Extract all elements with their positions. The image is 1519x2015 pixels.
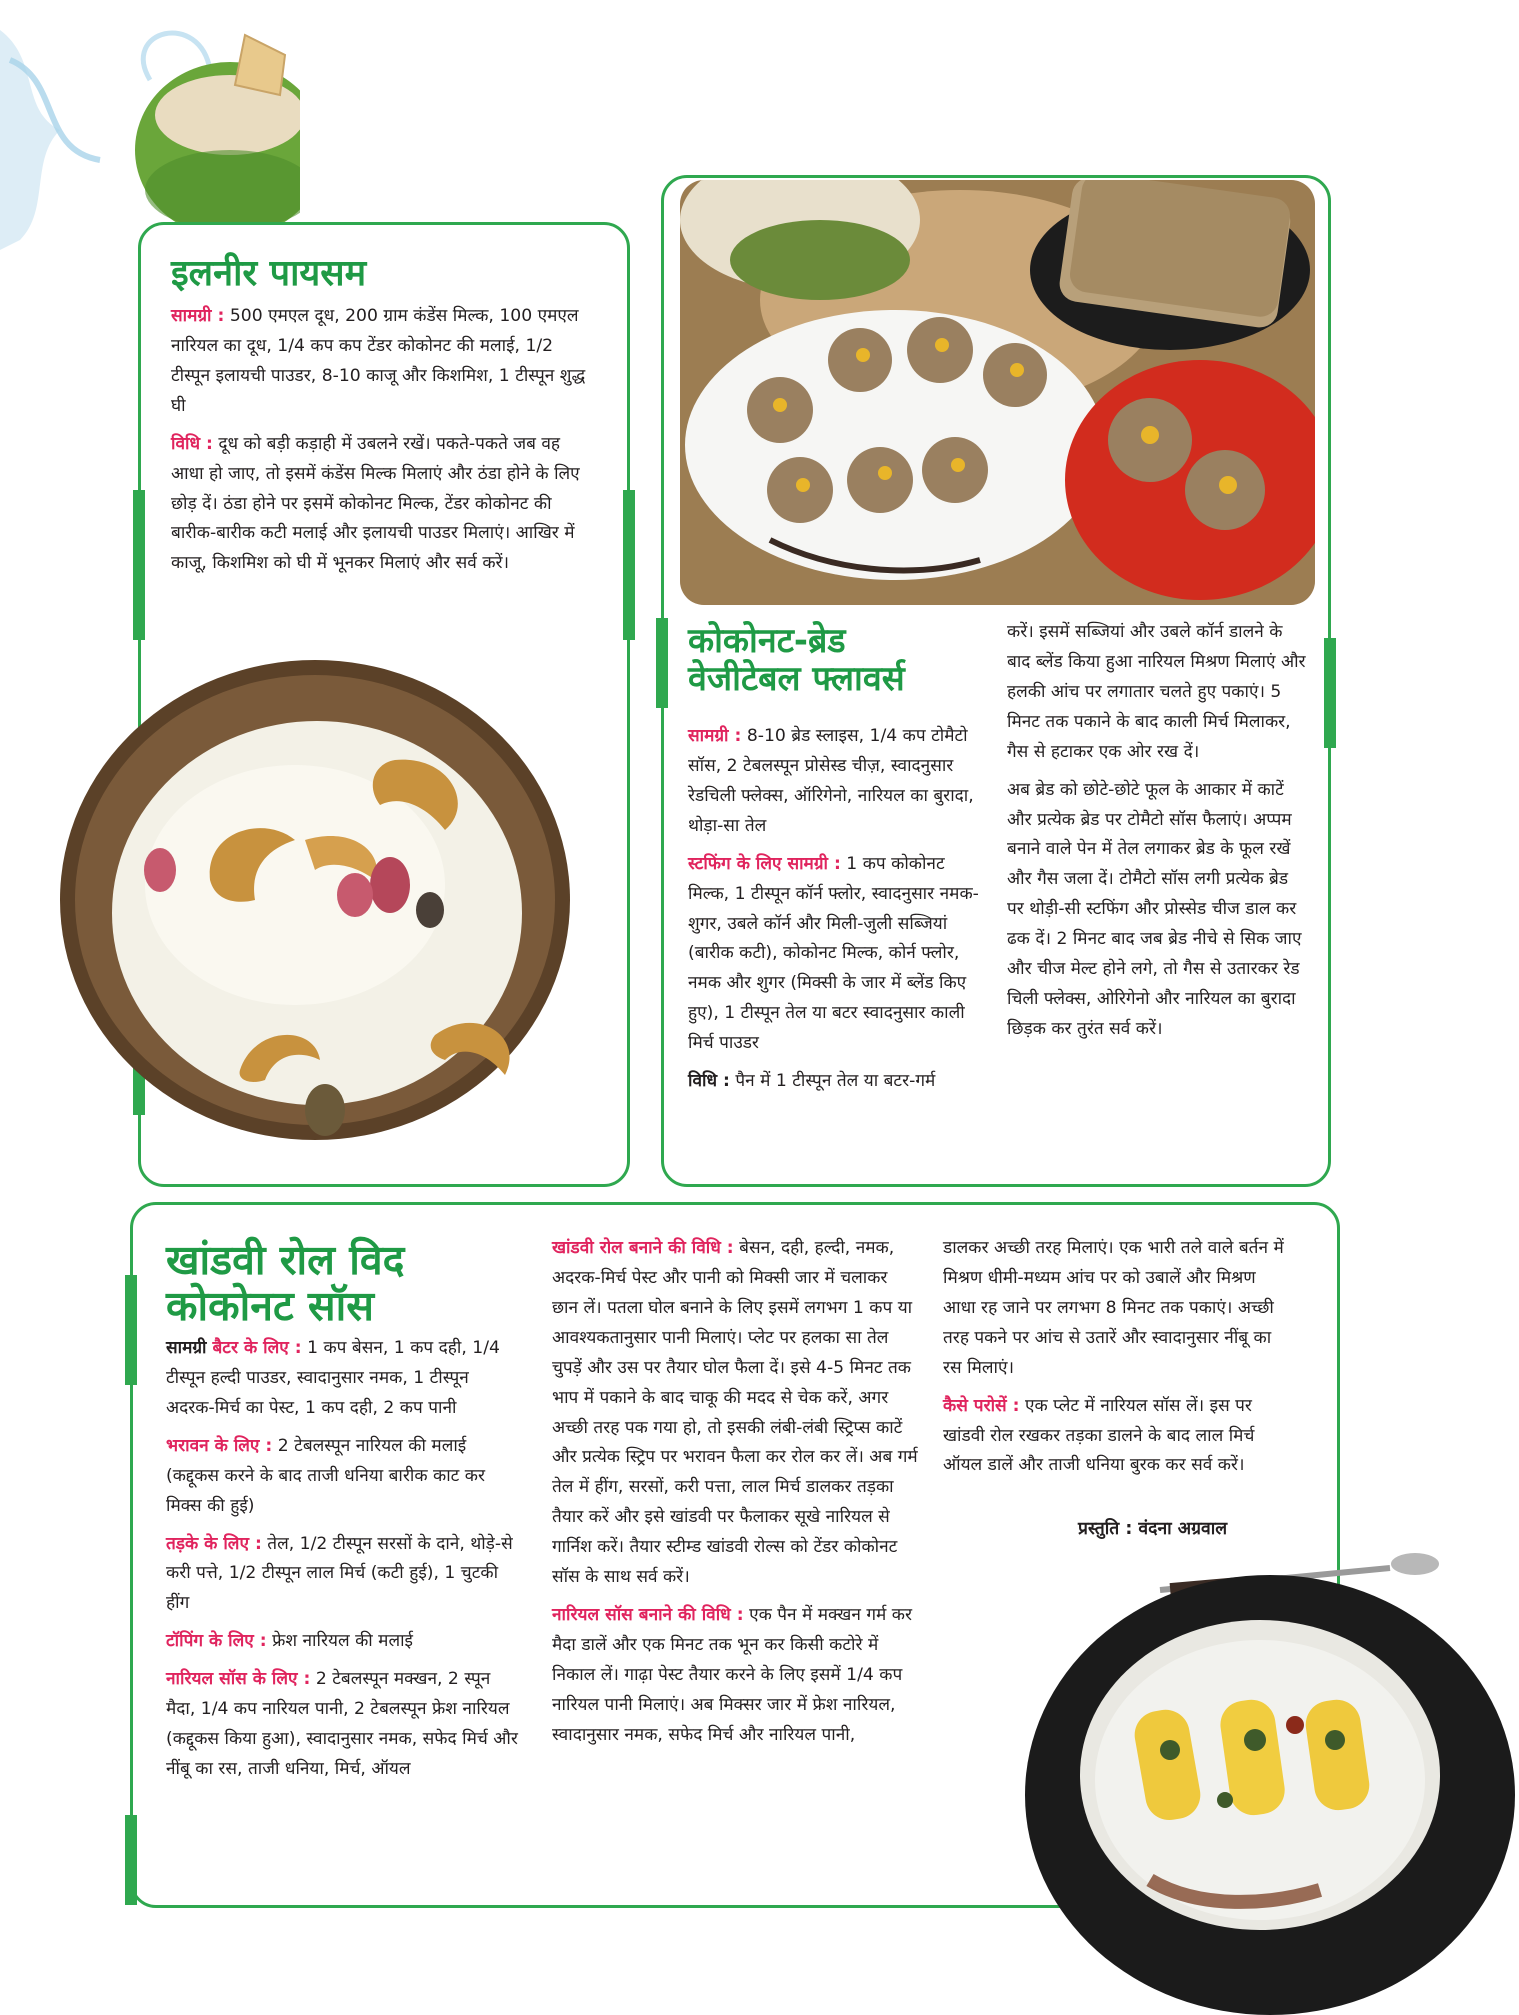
bread-stuffing-label: स्टफिंग के लिए सामग्री : (688, 853, 841, 874)
khandvi-roll-method-label: खांडवी रोल बनाने की विधि : (552, 1238, 734, 1258)
recipe-title-bread-flowers (688, 622, 905, 698)
bread-method-para2: अब ब्रेड को छोटे-छोटे फूल के आकार में काटें और प्रत्येक ब्रेड पर टोमैटो सॉस फैलाएं। अप्पम बनाने वाले पेन में तेल लगाकर ब्रेड के फूल रखें और गैस जला दें। टोमैटो सॉस लगी प्रत्येक ब्रेड पर थोड़ी-सी स्टफिंग और प्रोस्सेड चीज डाल कर ढक दें। 2 मिनट बाद जब ब्रेड नीचे से सिक जाए और चीज मेल्ट होने लगे, तो गैस से उतारकर रेड चिली फ्लेक्स, ओरिगेनो और नारियल का बुरादा छिड़क कर तुरंत सर्व करें। (1007, 779, 1302, 1039)
khandvi-tadka-label: तड़के के लिए : (166, 1533, 262, 1554)
bread-method-cont: करें। इसमें सब्जियां और उबले कॉर्न डालने के बाद ब्लेंड किया हुआ नारियल मिश्रण मिलाएं और हलकी आंच पर लगातार चलते हुए पकाएं। 5 मिनट तक पकाने के बाद काली मिर्च मिलाकर, गैस से हटाकर एक ओर रख दें। (1007, 622, 1306, 762)
khandvi-title-line2: कोकोनट सॉस (166, 1281, 374, 1330)
khandvi-column-2 (552, 1234, 918, 1759)
bread-column-right (1007, 618, 1307, 1053)
khandvi-filling-label: भरावन के लिए : (166, 1435, 273, 1456)
bread-method-label: विधि : (688, 1071, 730, 1092)
khandvi-filling: 2 टेबलस्पून नारियल की मलाई (कद्दूकस करने के बाद ताजी धनिया बारीक काट कर मिक्स की हुई) (166, 1435, 486, 1516)
bread-title-line2: वेजीटेबल फ्लावर्स (688, 659, 905, 700)
khandvi-sauce-label: नारियल सॉस के लिए : (166, 1669, 311, 1690)
payasam-ingredients: 500 एमएल दूध, 200 ग्राम कंडेंस मिल्क, 100 एमएल नारियल का दूध, 1/4 कप कप टेंडर कोकोनट की मलाई, 1/2 टीस्पून इलायची पाउडर, 8-10 काजू और किशमिश, 1 टीस्पून शुद्ध घी (171, 306, 586, 416)
payasam-bowl-photo (55, 655, 575, 1145)
khandvi-sauce-method-cont: डालकर अच्छी तरह मिलाएं। एक भारी तले वाले बर्तन में मिश्रण धीमी-मध्यम आंच पर को उबालें और मिश्रण आधा रह जाने पर लगभग 8 मिनट तक पकाएं। अच्छी तरह पकने पर आंच से उतारें और स्वादानुसार नींबू का रस मिलाएं। (943, 1238, 1284, 1378)
bread-column-left (688, 722, 988, 1105)
payasam-method: दूध को बड़ी कड़ाही में उबलने रखें। पकते-पकते जब वह आधा हो जाए, तो इसमें कंडेंस मिल्क मिलाएं और ठंडा होने के लिए छोड़ दें। ठंडा होने पर इसमें कोकोनट मिल्क, टेंडर कोकोनट की बारीक-बारीक कटी मलाई और इलायची पाउडर मिलाएं। आखिर में काजू, किशमिश को घी में भूनकर मिलाएं और सर्व करें। (171, 433, 580, 574)
bread-flowers-photo (680, 180, 1315, 605)
khandvi-sauce-method: एक पैन में मक्खन गर्म कर मैदा डालें और एक मिनट तक भून कर किसी कटोरे में निकाल लें। गाढ़ा पेस्ट तैयार करने के लिए इसमें 1/4 कप नारियल पानी मिलाएं। अब मिक्सर जार में फ्रेश नारियल, स्वादानुसार नमक, सफेद मिर्च और नारियल पानी, (552, 1605, 912, 1745)
bread-ingredients: 8-10 ब्रेड स्लाइस, 1/4 कप टोमैटो सॉस, 2 टेबलस्पून प्रोसेस्ड चीज़, स्वादनुसार रेडचिली फ्लेक्स, ऑरिगेनो, नारियल का बुरादा, थोड़ा-सा तेल (688, 726, 974, 836)
credit-line: प्रस्तुति : वंदना अग्रवाल (1078, 1519, 1228, 1539)
payasam-method-label: विधि : (171, 433, 213, 454)
recipe-payasam-text (171, 302, 591, 587)
bread-stuffing: 1 कप कोकोनट मिल्क, 1 टीस्पून कॉर्न फ्लोर, स्वादनुसार नमक-शुगर, उबले कॉर्न और मिली-जुली सब्जियां (बारीक कटी), कोकोनट मिल्क, कोर्न फ्लोर, नमक और शुगर (मिक्सी के जार में ब्लेंड किए हुए), 1 टीस्पून तेल या बटर स्वादनुसार काली मिर्च पाउडर (688, 853, 979, 1054)
khandvi-column-1 (166, 1334, 521, 1793)
bread-ingredients-label: सामग्री : (688, 726, 742, 746)
khandvi-plate-photo (1020, 1550, 1519, 2015)
khandvi-batter: 1 कप बेसन, 1 कप दही, 1/4 टीस्पून हल्दी पाउडर, स्वादानुसार नमक, 1 टीस्पून अदरक-मिर्च का पेस्ट, 1 कप दही, 2 कप पानी (166, 1338, 500, 1418)
khandvi-roll-method: बेसन, दही, हल्दी, नमक, अदरक-मिर्च पेस्ट और पानी को मिक्सी जार में चलाकर छान लें। पतला घोल बनाने के लिए इसमें लगभग 1 कप या आवश्यकतानुसार पानी मिलाएं। प्लेट पर हलका सा तेल चुपड़ें और उस पर तैयार घोल फैला दें। इसे 4-5 मिनट तक भाप में पकाने के बाद चाकू की मदद से चेक करें, अगर अच्छी तरह पक गया हो, तो इसकी लंबी-लंबी स्ट्रिप्स काटें और प्रत्येक स्ट्रिप पर भरावन फैला कर रोल कर लें। अब गर्म तेल में हींग, सरसों, करी पत्ता, लाल मिर्च डालकर तड़का तैयार करें और इसे खांडवी पर फैलाकर सूखे नारियल से गार्निश करें। तैयार स्टीम्ड खांडवी रोल्स को टेंडर कोकोनट सॉस के साथ सर्व करें। (552, 1238, 918, 1588)
khandvi-serve-label: कैसे परोसें : (943, 1395, 1020, 1416)
khandvi-batter-label: बैटर के लिए : (206, 1338, 302, 1358)
khandvi-sauce-method-label: नारियल सॉस बनाने की विधि : (552, 1605, 744, 1626)
khandvi-topping: फ्रेश नारियल की मलाई (266, 1631, 414, 1652)
recipe-title-payasam: इलनीर पायसम (171, 253, 367, 294)
khandvi-serve: एक प्लेट में नारियल सॉस लें। इस पर खांडवी रोल रखकर तड़का डालने के बाद लाल मिर्च ऑयल डालें और ताजी धनिया बुरक कर सर्व करें। (943, 1395, 1255, 1476)
bread-method-start: पैन में 1 टीस्पून तेल या बटर-गर्म (729, 1071, 936, 1092)
payasam-ingredients-label: सामग्री : (171, 306, 225, 326)
khandvi-column-3 (943, 1234, 1293, 1489)
khandvi-sauce: 2 टेबलस्पून मक्खन, 2 स्पून मैदा, 1/4 कप नारियल पानी, 2 टेबलस्पून फ्रेश नारियल (कद्दूकस किया हुआ), स्वादानुसार नमक, सफेद मिर्च और नींबू का रस, ताजी धनिया, मिर्च, ऑयल (166, 1669, 518, 1779)
khandvi-tadka: तेल, 1/2 टीस्पून सरसों के दाने, थोड़े-से करी पत्ते, 1/2 टीस्पून लाल मिर्च (कटी हुई), 1 चुटकी हींग (166, 1533, 513, 1614)
bread-title-line1: कोकोनट-ब्रेड (688, 621, 846, 661)
khandvi-ingredients-prefix: सामग्री (166, 1338, 207, 1358)
khandvi-title-line1: खांडवी रोल विद (166, 1236, 405, 1284)
khandvi-topping-label: टॉपिंग के लिए : (166, 1631, 267, 1652)
recipe-title-khandvi (166, 1238, 404, 1330)
